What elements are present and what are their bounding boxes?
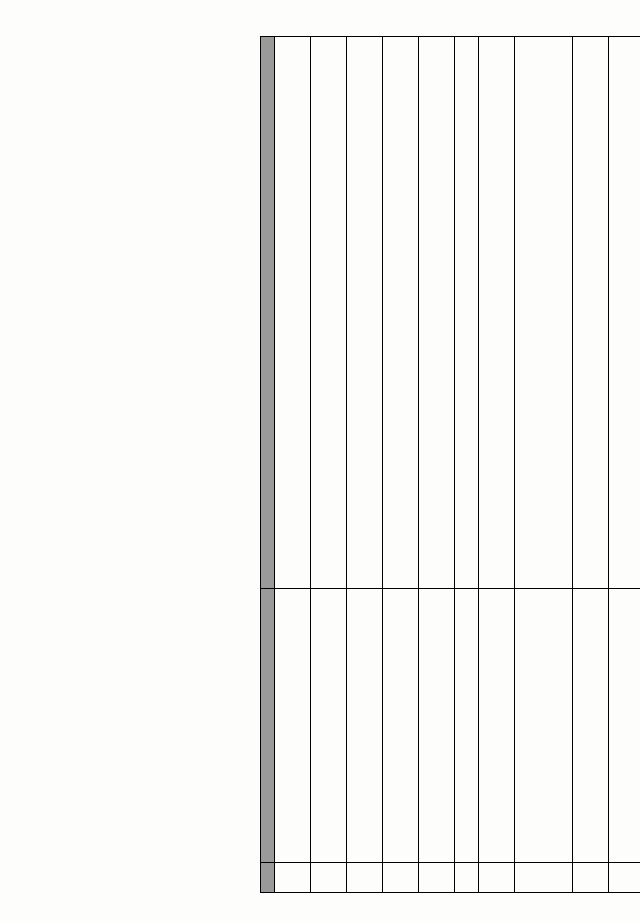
row-name	[573, 589, 609, 863]
row-code	[455, 863, 479, 893]
row-desc	[455, 37, 479, 589]
row-desc	[347, 37, 383, 589]
row-code	[383, 863, 419, 893]
table-row	[609, 37, 640, 893]
row-name	[419, 589, 455, 863]
row-name	[347, 589, 383, 863]
row-desc	[573, 37, 609, 589]
table-header-row	[261, 37, 275, 893]
row-name	[275, 589, 311, 863]
row-code	[573, 863, 609, 893]
codes-table	[260, 36, 640, 893]
row-code	[609, 863, 640, 893]
row-name	[455, 589, 479, 863]
row-desc	[609, 37, 640, 589]
row-code	[347, 863, 383, 893]
row-code	[479, 863, 515, 893]
row-code	[275, 863, 311, 893]
table-row	[455, 37, 479, 893]
column-header-desc	[261, 37, 275, 589]
appendix-header	[2, 58, 20, 436]
row-name	[311, 589, 347, 863]
table-row	[347, 37, 383, 893]
row-desc	[275, 37, 311, 589]
table-row	[275, 37, 311, 893]
column-header-code	[261, 863, 275, 893]
table-row	[311, 37, 347, 893]
row-desc	[479, 37, 515, 589]
column-header-name	[261, 589, 275, 863]
row-name	[515, 589, 573, 863]
row-desc	[419, 37, 455, 589]
table-row	[479, 37, 515, 893]
row-code	[515, 863, 573, 893]
row-name	[383, 589, 419, 863]
table-row	[383, 37, 419, 893]
row-name	[609, 589, 640, 863]
row-code	[311, 863, 347, 893]
row-desc	[515, 37, 573, 589]
row-desc	[383, 37, 419, 589]
table-row	[419, 37, 455, 893]
row-desc	[311, 37, 347, 589]
row-name	[479, 589, 515, 863]
table-row	[573, 37, 609, 893]
table-row	[515, 37, 573, 893]
row-code	[419, 863, 455, 893]
